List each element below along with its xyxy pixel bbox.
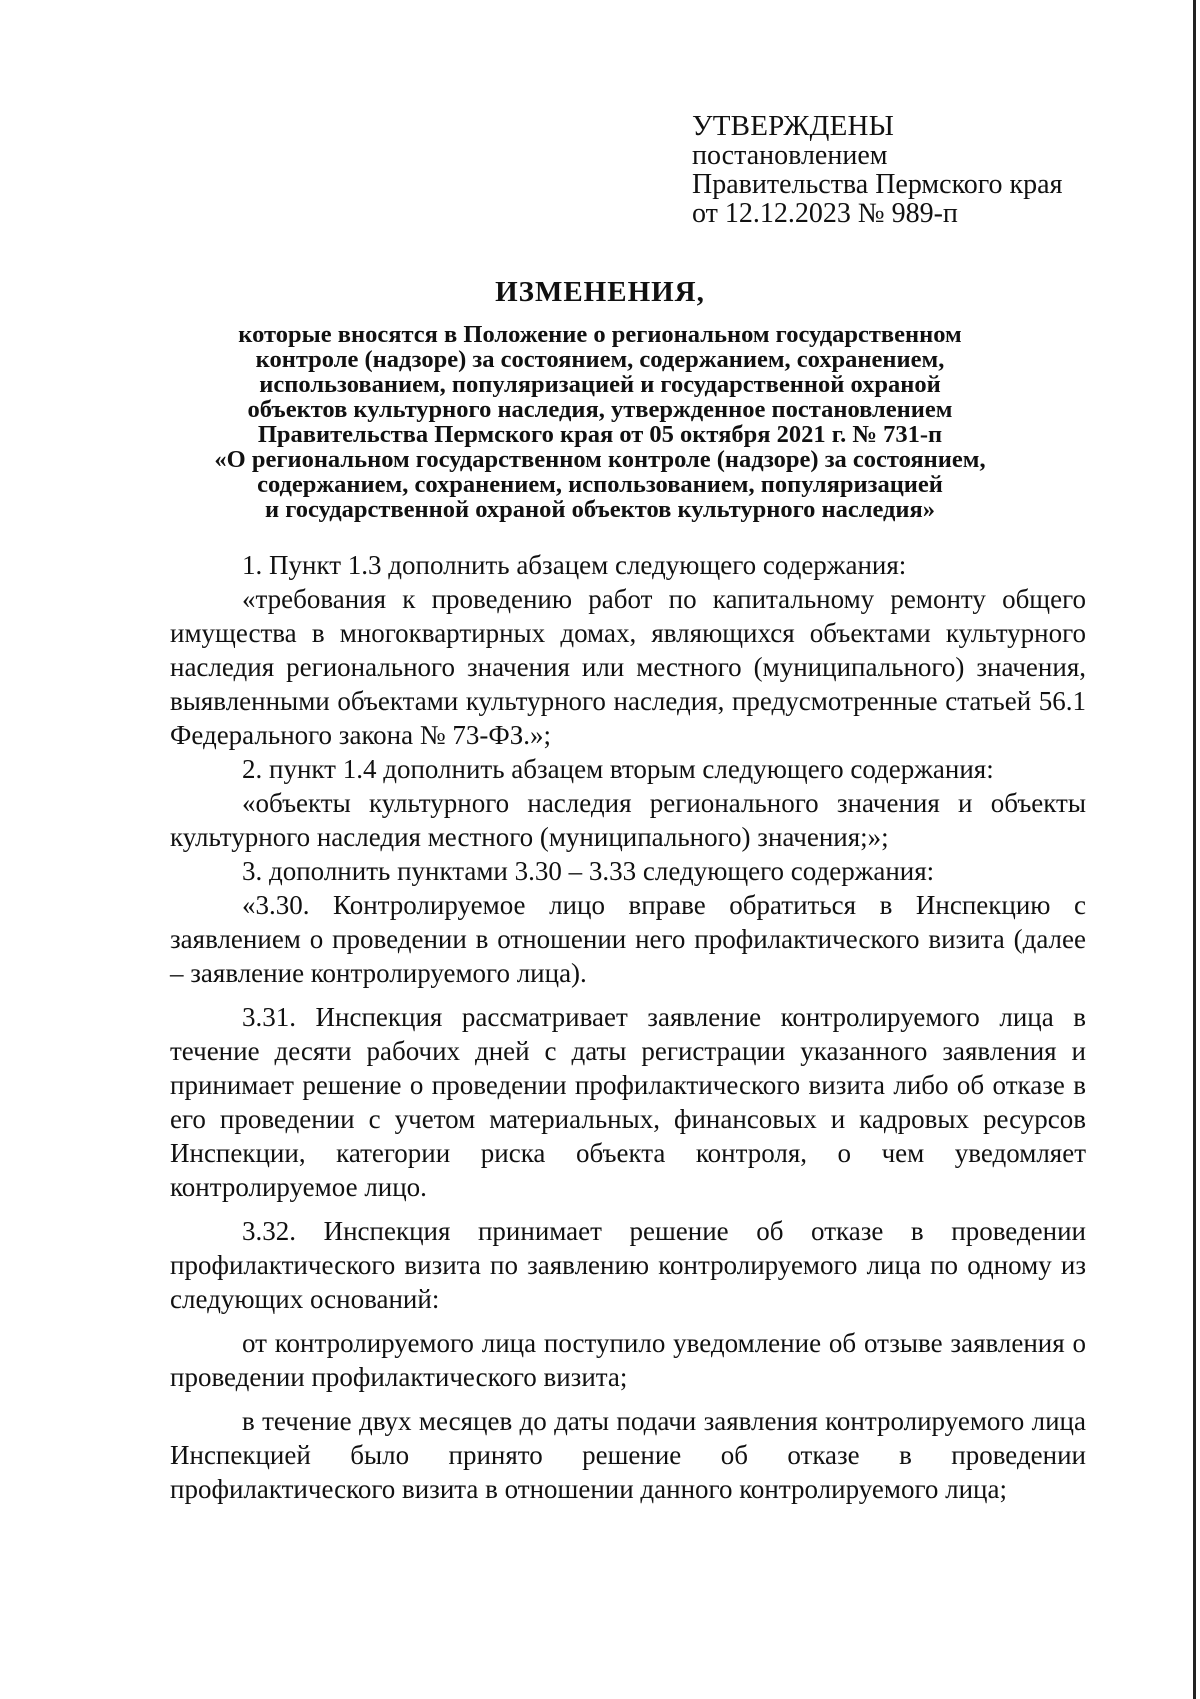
- approval-line: постановлением: [692, 140, 888, 171]
- paragraph: 2. пункт 1.4 дополнить абзацем вторым следующего содержания:: [242, 754, 994, 784]
- document-subtitle: [150, 322, 1050, 522]
- subtitle-line: объектов культурного наследия, утвержденное постановлением: [247, 396, 953, 423]
- paragraph: 3. дополнить пунктами 3.30 – 3.33 следующего содержания:: [242, 856, 935, 886]
- subtitle-line: содержанием, сохранением, использованием, популяризацией: [257, 471, 943, 498]
- paragraph: «3.30. Контролируемое лицо вправе обратиться в Инспекцию с заявлением о проведении в отношении него профилактического визита (далее – заявление контролируемого лица).: [170, 890, 1086, 988]
- approval-date: от 12.12.2023 № 989-п: [692, 198, 958, 229]
- document-body: [170, 548, 1086, 1506]
- paragraph: 3.32. Инспекция принимает решение об отказе в проведении профилактического визита по заявлению контролируемого лица по одному из следующих оснований:: [170, 1216, 1086, 1314]
- paragraph: «объекты культурного наследия регионального значения и объекты культурного наследия местного (муниципального) значения;»;: [170, 788, 1086, 852]
- subtitle-line: «О региональном государственном контроле (надзоре) за состоянием,: [214, 446, 986, 473]
- approval-stamp-block: [692, 112, 1152, 228]
- paragraph: 1. Пункт 1.3 дополнить абзацем следующего содержания:: [242, 550, 907, 580]
- document-title: ИЗМЕНЕНИЯ,: [495, 276, 705, 308]
- subtitle-line: контроле (надзоре) за состоянием, содержанием, сохранением,: [255, 346, 945, 373]
- paragraph: 3.31. Инспекция рассматривает заявление контролируемого лица в течение десяти рабочих дней с даты регистрации указанного заявления и принимает решение о проведении профилактического визита либо об отказе в его проведении с учетом материальных, финансовых и кадровых ресурсов Инспекции, категории риска объекта контроля, о чем уведомляет контролируемое лицо.: [170, 1002, 1086, 1202]
- approval-heading: УТВЕРЖДЕНЫ: [692, 110, 895, 142]
- scan-edge: [1193, 0, 1196, 1699]
- subtitle-line: и государственной охраной объектов культурного наследия»: [264, 496, 936, 523]
- approval-line: Правительства Пермского края: [692, 169, 1063, 200]
- paragraph: в течение двух месяцев до даты подачи заявления контролируемого лица Инспекцией было принято решение об отказе в проведении профилактического визита в отношении данного контролируемого лица;: [170, 1406, 1086, 1504]
- subtitle-line: Правительства Пермского края от 05 октября 2021 г. № 731-п: [257, 421, 943, 448]
- paragraph: от контролируемого лица поступило уведомление об отзыве заявления о проведении профилактического визита;: [170, 1328, 1086, 1392]
- subtitle-line: которые вносятся в Положение о региональном государственном: [238, 321, 962, 348]
- subtitle-line: использованием, популяризацией и государственной охраной: [259, 371, 941, 398]
- paragraph: «требования к проведению работ по капитальному ремонту общего имущества в многоквартирных домах, являющихся объектами культурного наследия регионального значения или местного (муниципального) значения, выявленными объектами культурного наследия, предусмотренные статьей 56.1 Федерального закона № 73-ФЗ.»;: [170, 584, 1086, 750]
